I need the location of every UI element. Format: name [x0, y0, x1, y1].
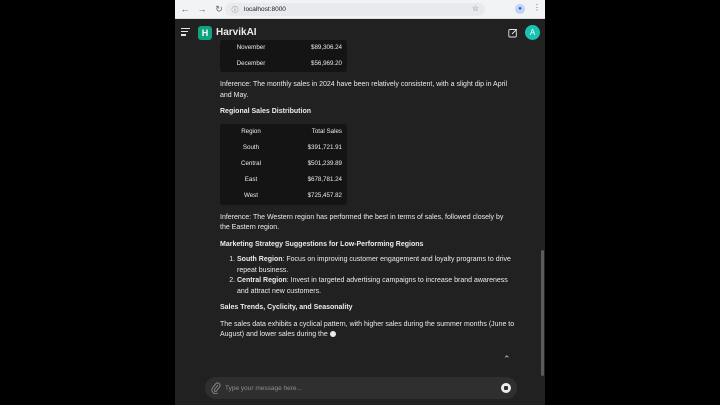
table-row	[220, 157, 347, 173]
table-row	[220, 189, 347, 205]
bookmark-star-icon[interactable]: ☆	[471, 4, 479, 13]
table-cell: December	[236, 59, 266, 67]
table-header: Total Sales	[311, 127, 342, 135]
trends-section-title: Sales Trends, Cyclicity, and Seasonality	[220, 304, 353, 311]
inference-regional-text: Inference: The Western region has performed the best in terms of sales, followed closely by the Eastern region.	[220, 213, 504, 231]
address-bar[interactable]	[225, 3, 485, 16]
trends-text-body: The sales data exhibits a cyclical pattern, with higher sales during the summer months (June to August) and lower sales during the	[220, 320, 515, 338]
sidebar-toggle-icon[interactable]	[181, 28, 190, 38]
app-logo: H	[198, 26, 212, 40]
table-row	[220, 56, 347, 72]
site-info-icon[interactable]: ⓘ	[231, 6, 239, 14]
reload-icon[interactable]: ↻	[215, 3, 223, 14]
table-cell: $391,721.91	[307, 144, 342, 152]
regional-sales-table	[220, 124, 347, 205]
table-cell: South	[242, 144, 260, 152]
table-cell: $501,239.89	[307, 160, 342, 168]
new-chat-edit-icon[interactable]	[508, 28, 518, 38]
table-cell: $56,969.20	[311, 59, 342, 67]
streaming-cursor-icon	[330, 331, 336, 337]
message-composer	[205, 377, 517, 399]
browser-window	[175, 0, 545, 405]
list-item-text: : Focus on improving customer engagement and loyalty programs to drive repeat business.	[237, 256, 511, 274]
message-input[interactable]	[225, 382, 485, 394]
table-row	[220, 173, 347, 189]
table-cell: November	[236, 43, 266, 51]
browser-profile-icon[interactable]: ●	[515, 4, 525, 14]
forward-icon[interactable]: →	[197, 4, 207, 14]
table-cell: Central	[241, 160, 261, 168]
inference-monthly-text: Inference: The monthly sales in 2024 have been relatively consistent, with a slight dip in April and May.	[220, 81, 508, 99]
chevron-up-icon[interactable]: ⌃	[503, 354, 511, 364]
list-item	[237, 255, 515, 276]
user-avatar[interactable]: A	[525, 25, 540, 40]
list-item-text: : Invest in targeted advertising campaigns to increase brand awareness and attract new customers.	[237, 277, 508, 295]
regional-section-title: Regional Sales Distribution	[220, 108, 312, 115]
table-header-row	[220, 124, 347, 141]
list-item-label: Central Region	[237, 277, 287, 284]
back-icon[interactable]: ←	[180, 4, 190, 14]
list-item-label: South Region	[237, 256, 283, 263]
table-cell: West	[244, 192, 258, 200]
table-row	[220, 141, 347, 157]
list-item	[237, 276, 515, 297]
scrollbar-thumb[interactable]	[541, 250, 544, 376]
attach-paperclip-icon[interactable]	[211, 382, 221, 394]
trends-text	[220, 320, 515, 341]
kebab-menu-icon[interactable]: ⋮	[533, 3, 541, 12]
table-cell: $678,781.24	[307, 176, 342, 184]
browser-toolbar	[175, 0, 545, 19]
marketing-section-title: Marketing Strategy Suggestions for Low-Performing Regions	[220, 240, 424, 248]
app-name: HarvikAI	[216, 27, 257, 38]
table-cell: $89,306.24	[311, 43, 342, 51]
table-cell: $725,457.82	[307, 192, 342, 200]
table-header: Region	[241, 127, 261, 135]
url-text: localhost:8000	[244, 6, 286, 13]
marketing-list	[220, 255, 515, 297]
chat-message	[220, 40, 515, 341]
monthly-sales-table	[220, 40, 347, 72]
table-row	[220, 40, 347, 56]
stop-generation-button[interactable]	[501, 383, 511, 393]
table-cell: East	[244, 176, 258, 184]
